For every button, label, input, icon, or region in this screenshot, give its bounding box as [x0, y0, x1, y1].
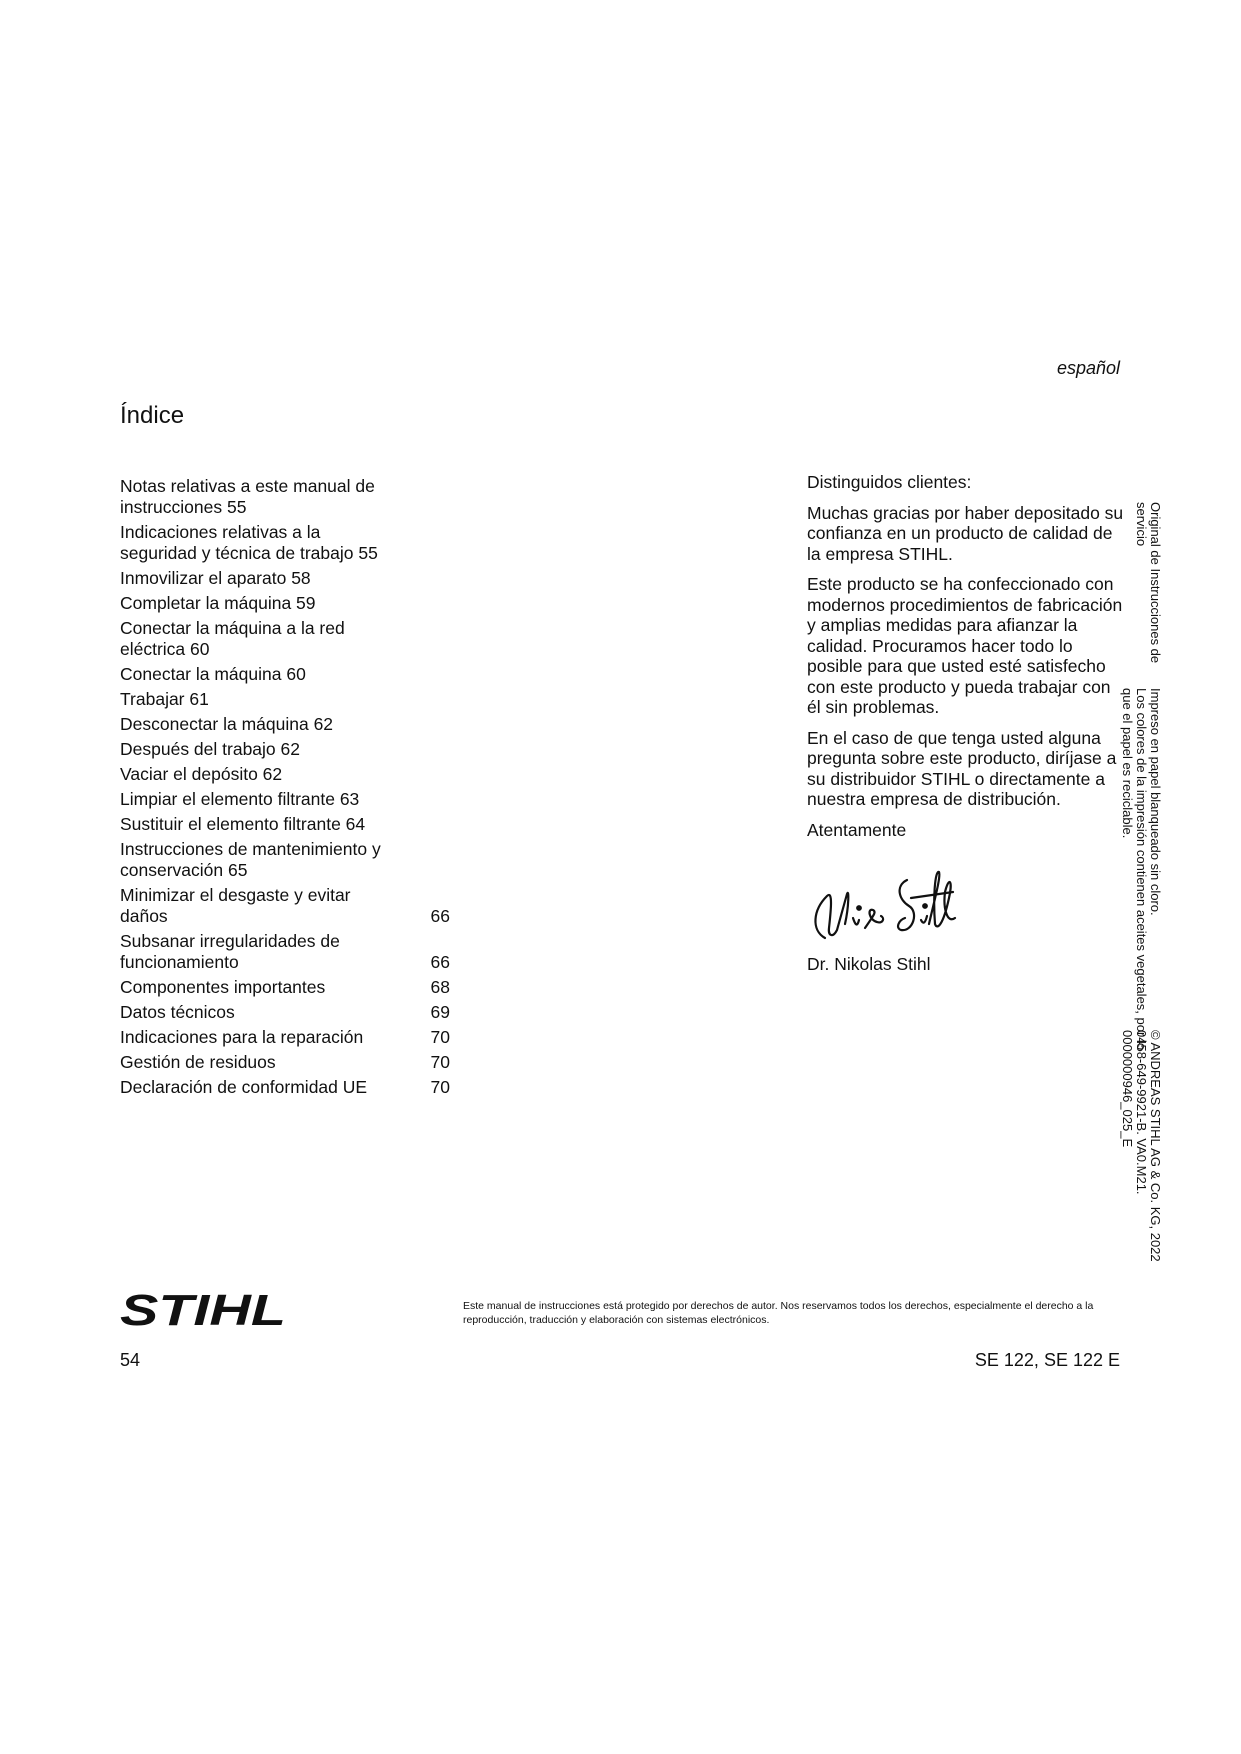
toc-entry[interactable] [120, 977, 450, 998]
page-number: 54 [120, 1350, 141, 1370]
paper-line: Impreso en papel blanqueado sin cloro. [1148, 688, 1163, 916]
model-name: SE 122, SE 122 E [974, 1350, 1120, 1370]
toc-entry-label: Completar la máquina 59 [120, 593, 316, 613]
copyright-line: 0000000946_025_E [1120, 1030, 1135, 1148]
toc-entry-page: 70 [430, 1052, 450, 1072]
welcome-letter [807, 472, 1127, 850]
original-line: servicio [1134, 502, 1149, 547]
toc-entry-label: Limpiar el elemento filtrante 63 [120, 789, 360, 809]
toc-entry[interactable] [120, 839, 450, 881]
language-label: español [1056, 358, 1120, 378]
toc-entry[interactable] [120, 814, 450, 835]
toc-entry[interactable] [120, 789, 450, 810]
paper-line: que el papel es reciclable. [1120, 688, 1135, 839]
copyright-line: © ANDREAS STIHL AG & Co. KG, 2022 [1148, 1030, 1163, 1262]
signer-name: Dr. Nikolas Stihl [807, 954, 931, 974]
toc-entry[interactable] [120, 714, 450, 735]
toc-entry[interactable] [120, 476, 450, 518]
toc-entry-page: 66 [430, 952, 450, 972]
toc-entry[interactable] [120, 931, 450, 973]
logo-text: STIHL [120, 1288, 286, 1330]
toc-entry[interactable] [120, 1052, 450, 1073]
toc-entry-label: Declaración de conformidad UE [120, 1077, 368, 1097]
toc-entry-label: Conectar la máquina a la red eléctrica 60 [120, 618, 345, 659]
copyright-imprint [1120, 1030, 1162, 1262]
toc-entry[interactable] [120, 1002, 450, 1023]
toc-entry[interactable] [120, 593, 450, 614]
toc-entry[interactable] [120, 568, 450, 589]
toc-entry-label: Minimizar el desgaste y evitar daños [120, 885, 351, 926]
toc-entry-label: Conectar la máquina 60 [120, 664, 306, 684]
toc-entry-label: Instrucciones de mantenimiento y conservación 65 [120, 839, 381, 880]
toc-entry-label: Datos técnicos [120, 1002, 235, 1022]
letter-closing: Atentamente [807, 819, 907, 840]
toc-entry-label: Inmovilizar el aparato 58 [120, 568, 311, 588]
toc-entry-page: 68 [430, 977, 450, 997]
toc-entry-label: Componentes importantes [120, 977, 326, 997]
toc-entry-label: Gestión de residuos [120, 1052, 276, 1072]
toc-entry-page: 70 [430, 1027, 450, 1047]
toc-entry[interactable] [120, 618, 450, 660]
toc-entry[interactable] [120, 1027, 450, 1048]
toc-entry-label: Trabajar 61 [120, 689, 209, 709]
letter-paragraph: En el caso de que tenga usted alguna pregunta sobre este producto, diríjase a su distribuidor STIHL o directamente a nuestra empresa de distribución. [807, 727, 1117, 809]
toc-entry-label: Después del trabajo 62 [120, 739, 300, 759]
page-title: Índice [120, 402, 185, 429]
letter-paragraph: Muchas gracias por haber depositado su confianza en un producto de calidad de la empresa STIHL. [807, 502, 1124, 564]
toc-entry-page: 70 [430, 1077, 450, 1097]
toc-entry-label: Notas relativas a este manual de instrucciones 55 [120, 476, 375, 517]
original-instructions-note [1134, 502, 1162, 663]
letter-paragraph: Este producto se ha confeccionado con modernos procedimientos de fabricación y amplias medidas para afianzar la calidad. Procuramos hacer todo lo posible para que usted esté satisfecho con este producto y pueda trabajar con él sin problemas. [807, 574, 1123, 717]
letter-greeting: Distinguidos clientes: [807, 472, 972, 492]
toc-entry[interactable] [120, 664, 450, 685]
table-of-contents [120, 476, 450, 1102]
toc-entry-label: Subsanar irregularidades de funcionamiento [120, 931, 340, 972]
toc-entry[interactable] [120, 1077, 450, 1098]
toc-entry[interactable] [120, 885, 450, 927]
signature [803, 858, 969, 948]
toc-entry-page: 69 [430, 1002, 450, 1022]
copyright-notice: Este manual de instrucciones está protegido por derechos de autor. Nos reservamos todos los derechos, especialmente el derecho a la reproducción, traducción y elaboración con sistemas electrónicos. [463, 1300, 1094, 1326]
toc-entry[interactable] [120, 522, 450, 564]
paper-note [1120, 688, 1162, 1050]
stihl-logo [120, 1288, 290, 1330]
toc-entry[interactable] [120, 739, 450, 760]
toc-entry-label: Desconectar la máquina 62 [120, 714, 334, 734]
toc-entry[interactable] [120, 764, 450, 785]
copyright-line: 0458-649-9921-B. VA0.M21. [1134, 1030, 1149, 1195]
toc-entry[interactable] [120, 689, 450, 710]
toc-entry-page: 66 [430, 906, 450, 926]
toc-entry-label: Indicaciones para la reparación [120, 1027, 364, 1047]
original-line: Original de Instrucciones de [1148, 502, 1163, 664]
toc-entry-label: Indicaciones relativas a la seguridad y técnica de trabajo 55 [120, 522, 378, 563]
paper-line: Los colores de la impresión contienen aceites vegetales, por lo [1134, 688, 1149, 1051]
toc-entry-label: Vaciar el depósito 62 [120, 764, 283, 784]
toc-entry-label: Sustituir el elemento filtrante 64 [120, 814, 366, 834]
